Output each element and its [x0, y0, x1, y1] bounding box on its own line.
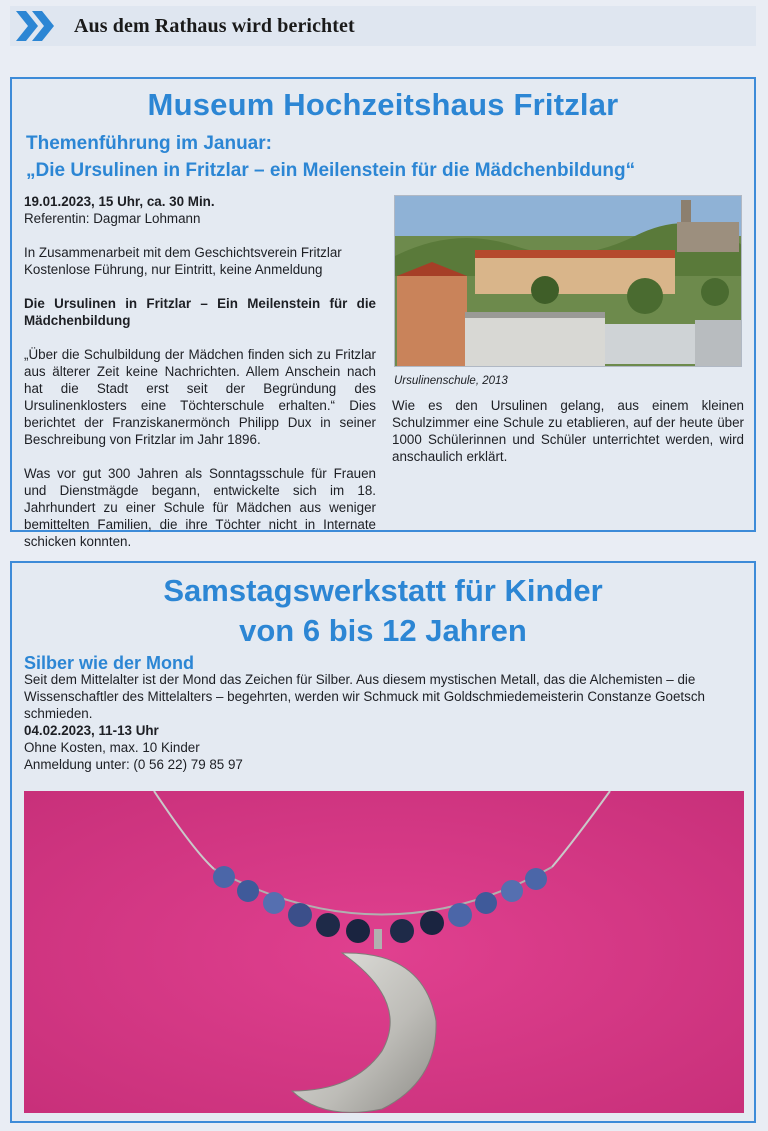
workshop-title-line-1: Samstagswerkstatt für Kinder [163, 573, 603, 608]
workshop-title-line-2: von 6 bis 12 Jahren [239, 613, 527, 648]
header-title: Aus dem Rathaus wird berichtet [74, 14, 355, 37]
museum-subtitle-1: Themenführung im Januar: [26, 133, 272, 154]
section-header [10, 6, 756, 46]
museum-speaker: Referentin: Dagmar Lohmann [24, 211, 201, 226]
museum-right-column [392, 397, 744, 482]
workshop-description: Seit dem Mittelalter ist der Mond das Zeichen für Silber. Aus diesem mystischen Metall, das die Alchemisten – die Wissenschaftler des Mittelalters – begehrten, werden wir Schmuck mit Goldschmiedemeisterin Constanze Goetsch schmieden. [24, 672, 705, 721]
museum-title: Museum Hochzeitshaus Fritzlar [147, 87, 619, 122]
workshop-body [24, 671, 748, 773]
museum-paragraph-1: „Über die Schulbildung der Mädchen finden sich zu Fritzlar aus älterer Zeit keine Nachrichten. Allem Anschein nach hat die Stadt erst seit der Begründung des Ursulinenklosters eine Töchterschule erhalten.“ Dies berichtet der Franziskanermönch Philipp Dux in seiner Beschreibung von Fritzlar im Jahr 1896. [24, 347, 376, 447]
museum-left-column [24, 193, 376, 567]
museum-subtitle-2: „Die Ursulinen in Fritzlar – ein Meilenstein für die Mädchenbildung“ [26, 160, 636, 181]
workshop-title [12, 571, 754, 651]
museum-coop-line-1: In Zusammenarbeit mit dem Geschichtsverein Fritzlar [24, 245, 342, 260]
museum-date: 19.01.2023, 15 Uhr, ca. 30 Min. [24, 194, 215, 209]
double-chevron-icon [10, 6, 62, 46]
museum-article [10, 77, 756, 549]
ursulinenschule-photo [394, 195, 742, 367]
moon-necklace-photo [24, 791, 744, 1113]
museum-paragraph-3: Wie es den Ursulinen gelang, aus einem kleinen Schulzimmer eine Schule zu etablieren, auf der heute über 1000 Schülerinnen und Schüler unterrichtet werden, wird anschaulich erklärt. [392, 398, 744, 464]
museum-paragraph-2: Was vor gut 300 Jahren als Sonntagsschule für Frauen und Dienstmägde begann, entwickelte sich im 18. Jahrhundert zu einer Schule für Mädchen aus weniger bemittelten Familien, die ihre Töchter nicht in Internate schicken konnten. [24, 466, 376, 549]
workshop-registration: Anmeldung unter: (0 56 22) 79 85 97 [24, 757, 243, 772]
workshop-subtitle: Silber wie der Mond [24, 653, 195, 673]
museum-coop-line-2: Kostenlose Führung, nur Eintritt, keine Anmeldung [24, 262, 323, 277]
workshop-article [10, 561, 756, 1123]
museum-heading: Die Ursulinen in Fritzlar – Ein Meilenstein für die Mädchenbildung [24, 296, 376, 328]
workshop-cost: Ohne Kosten, max. 10 Kinder [24, 740, 200, 755]
workshop-date: 04.02.2023, 11-13 Uhr [24, 723, 159, 738]
photo-caption: Ursulinenschule, 2013 [394, 375, 508, 387]
